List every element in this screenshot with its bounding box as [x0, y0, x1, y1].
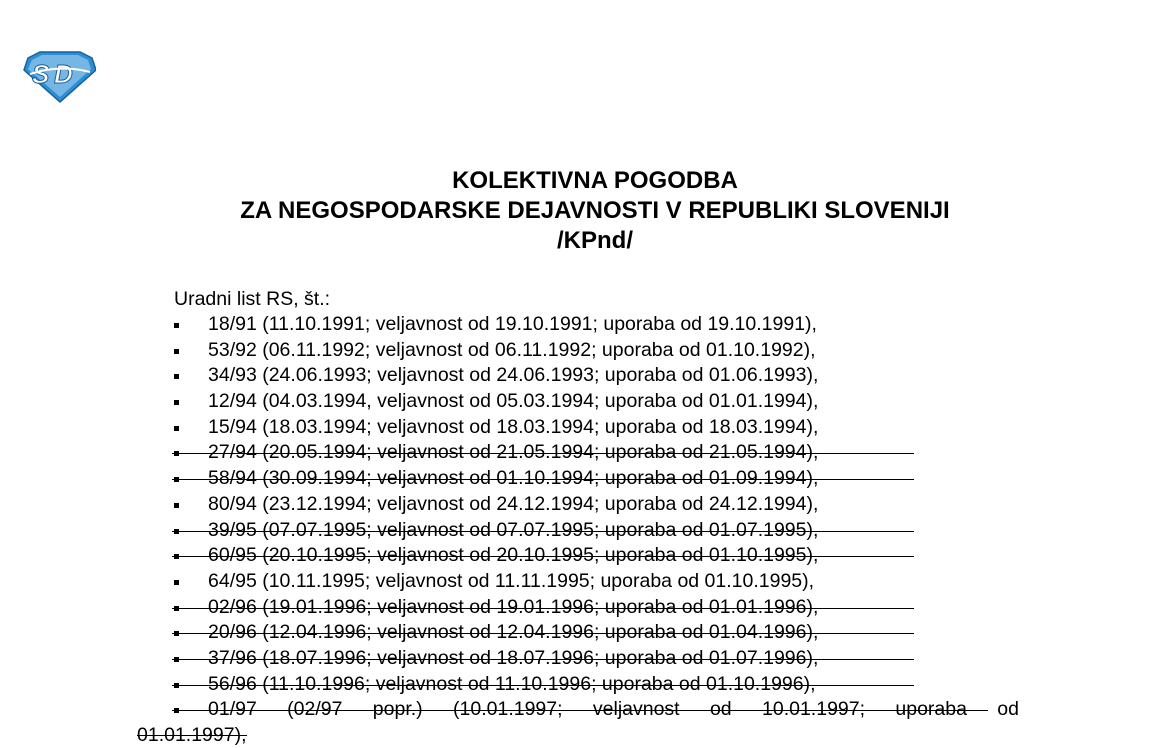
square-bullet-icon	[174, 657, 179, 662]
document-title	[0, 166, 1157, 256]
gazette-entry-struck	[174, 672, 910, 698]
square-bullet-icon	[174, 631, 179, 636]
square-bullet-icon	[174, 503, 179, 508]
square-bullet-icon	[174, 400, 179, 405]
square-bullet-icon	[174, 554, 179, 559]
gazette-entry-struck	[174, 646, 910, 672]
gazette-entry	[174, 338, 910, 364]
gazette-entry-text: 53/92 (06.11.1992; veljavnost od 06.11.1992; uporaba od 01.10.1992),	[208, 338, 816, 361]
gazette-entry-struck	[174, 466, 910, 492]
gazette-entry-text: 37/96 (18.07.1996; veljavnost od 18.07.1996; uporaba od 01.07.1996),	[208, 646, 819, 669]
gazette-entry-text: 15/94 (18.03.1994; veljavnost od 18.03.1994; uporaba od 18.03.1994),	[208, 415, 819, 438]
square-bullet-icon	[174, 606, 179, 611]
gazette-entry	[174, 569, 910, 595]
gazette-label: Uradni list RS, št.:	[174, 288, 331, 310]
gazette-entry-text: 56/96 (11.10.1996; veljavnost od 11.10.1996; uporaba od 01.10.1996),	[208, 672, 816, 695]
gazette-entry	[174, 312, 910, 338]
gazette-entry-text: 02/96 (19.01.1996; veljavnost od 19.01.1996; uporaba od 01.01.1996),	[208, 595, 819, 618]
square-bullet-icon	[174, 580, 179, 585]
square-bullet-icon	[174, 683, 179, 688]
gazette-entry-text: 34/93 (24.06.1993; veljavnost od 24.06.1993; uporaba od 01.06.1993),	[208, 364, 819, 387]
gazette-entry-text: 80/94 (23.12.1994; veljavnost od 24.12.1994; uporaba od 24.12.1994),	[208, 492, 819, 515]
square-bullet-icon	[174, 529, 179, 534]
square-bullet-icon	[174, 349, 179, 354]
gazette-entry-struck	[174, 518, 910, 544]
gazette-entry-struck	[174, 620, 910, 646]
gazette-entry-text: 12/94 (04.03.1994, veljavnost od 05.03.1994; uporaba od 01.01.1994),	[208, 390, 819, 413]
gazette-entry-text: 20/96 (12.04.1996; veljavnost od 12.04.1996; uporaba od 01.04.1996),	[208, 621, 819, 644]
sd-shield-logo-icon	[22, 50, 96, 104]
square-bullet-icon	[174, 374, 179, 379]
title-line-2: ZA NEGOSPODARSKE DEJAVNOSTI V REPUBLIKI SLOVENIJI	[240, 197, 950, 224]
gazette-entry-text: 18/91 (11.10.1991; veljavnost od 19.10.1991; uporaba od 19.10.1991),	[208, 313, 817, 335]
svg-text:D: D	[54, 59, 73, 89]
gazette-entry-text: 39/95 (07.07.1995; veljavnost od 07.07.1995; uporaba od 01.07.1995),	[208, 518, 819, 541]
gazette-entry	[174, 415, 910, 441]
gazette-entry-struck	[174, 543, 910, 569]
gazette-entry	[174, 389, 910, 415]
gazette-entry-struck	[174, 697, 1019, 723]
title-line-3: /KPnd/	[557, 227, 633, 254]
gazette-entry-text: 64/95 (10.11.1995; veljavnost od 11.11.1995; uporaba od 01.10.1995),	[208, 569, 815, 592]
gazette-entry	[174, 492, 910, 518]
square-bullet-icon	[174, 708, 179, 713]
gazette-entry-text: 01/97 (02/97 popr.) (10.01.1997; veljavnost od 10.01.1997; uporaba od	[208, 698, 1019, 721]
gazette-entry	[174, 363, 910, 389]
gazette-entry-list	[174, 312, 1019, 723]
square-bullet-icon	[174, 323, 179, 328]
square-bullet-icon	[174, 477, 179, 482]
gazette-entry-text: 58/94 (30.09.1994; veljavnost od 01.10.1994; uporaba od 01.09.1994),	[208, 467, 819, 490]
gazette-references	[174, 286, 1019, 723]
gazette-entry-continuation: 01.01.1997),	[137, 724, 247, 746]
square-bullet-icon	[174, 451, 179, 456]
gazette-entry-struck	[174, 440, 910, 466]
title-line-1: KOLEKTIVNA POGODBA	[452, 167, 738, 194]
gazette-entry-struck	[174, 595, 910, 621]
square-bullet-icon	[174, 426, 179, 431]
gazette-entry-text: 27/94 (20.05.1994; veljavnost od 21.05.1994; uporaba od 21.05.1994),	[208, 441, 819, 464]
gazette-entry-text: 60/95 (20.10.1995; veljavnost od 20.10.1995; uporaba od 01.10.1995),	[208, 544, 819, 567]
svg-text:S: S	[32, 59, 50, 89]
